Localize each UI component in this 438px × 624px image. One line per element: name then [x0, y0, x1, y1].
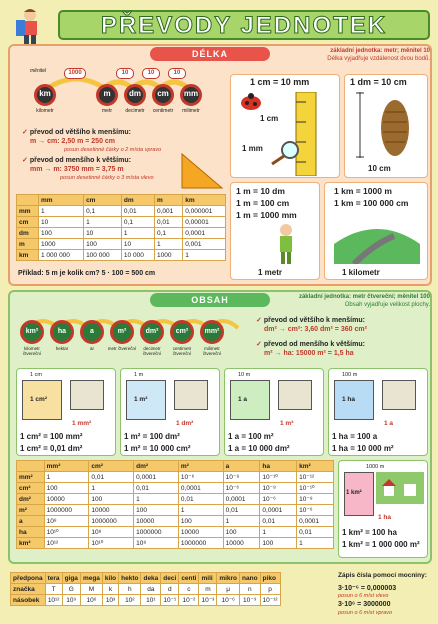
- table-header-cell: km: [183, 195, 226, 206]
- area-inner-label: 1 m²: [134, 396, 148, 403]
- table-cell: 1: [89, 483, 134, 494]
- power-hint-1: posun o 6 míst vlevo: [338, 593, 389, 599]
- prefix-cell: 10³: [102, 595, 118, 606]
- delka-table: [16, 194, 226, 261]
- table-header-cell: m: [154, 195, 182, 206]
- table-cell: 0,0001: [178, 483, 223, 494]
- table-cell: m: [17, 239, 39, 250]
- table-cell: 10⁻⁶: [178, 472, 223, 483]
- table-cell: 1: [178, 505, 223, 516]
- prefix-cell: k: [102, 584, 118, 595]
- table-row: [17, 228, 226, 239]
- table-cell: 1: [154, 239, 182, 250]
- area-fact-2: 1 a = 10 000 dm²: [228, 444, 290, 453]
- table-cell: 0,1: [154, 228, 182, 239]
- power-example-2: 3·10⁶ = 3000000: [338, 601, 391, 608]
- label-metr: 1 metr: [258, 268, 283, 277]
- page-title: [58, 10, 430, 40]
- table-cell: m²: [17, 505, 45, 516]
- prefix-cell: 10⁻⁹: [240, 595, 261, 606]
- table-cell: 0,01: [223, 505, 260, 516]
- prefix-cell: d: [161, 584, 179, 595]
- unit-5-name: decimetr čtvereční: [142, 346, 162, 356]
- table-cell: 10⁻⁸: [223, 472, 260, 483]
- fact-cm: 1 cm = 10 mm: [250, 77, 310, 87]
- table-cell: 1: [223, 516, 260, 527]
- table-cell: 1: [297, 538, 334, 549]
- area-small-label: 1 dm²: [176, 420, 194, 427]
- unit-mm: mm: [180, 84, 202, 106]
- prefix-cell: deka: [141, 573, 161, 584]
- prefix-cell: T: [45, 584, 62, 595]
- table-row: [17, 217, 226, 228]
- table-cell: 10⁻¹⁰: [260, 472, 297, 483]
- table-cell: 1: [183, 250, 226, 261]
- delka-header: DÉLKA: [150, 47, 270, 61]
- table-cell: 10¹²: [44, 538, 89, 549]
- prefix-cell: 10⁻¹²: [260, 595, 280, 606]
- prefix-cell: předpona: [11, 573, 46, 584]
- table-cell: 10⁻⁶: [260, 494, 297, 505]
- area-illustration: [278, 380, 312, 410]
- table-header-cell: a: [223, 461, 260, 472]
- table-row: [17, 538, 334, 549]
- table-cell: 1000000: [134, 527, 179, 538]
- prefix-cell: 10⁻⁶: [217, 595, 240, 606]
- prefix-cell: 10⁹: [62, 595, 80, 606]
- label-1cm: 1 cm: [260, 114, 279, 123]
- delka-rule1-example: m → cm: 2,50 m = 250 cm: [30, 138, 116, 145]
- table-cell: 0,0001: [260, 505, 297, 516]
- table-cell: 10000: [223, 538, 260, 549]
- fact-dm: 1 dm = 10 cm: [350, 77, 407, 87]
- unit-2-name: hektar: [55, 346, 69, 351]
- table-cell: 100: [178, 516, 223, 527]
- area-inner-label: 1 a: [238, 396, 248, 403]
- table-cell: 100: [223, 527, 260, 538]
- power-note-title: Zápis čísla pomocí mocniny:: [338, 572, 427, 579]
- table-cell: a: [17, 516, 45, 527]
- prefix-cell: n: [240, 584, 261, 595]
- table-cell: cm: [17, 217, 39, 228]
- obsah-rule1-example: dm² → cm²: 3,60 dm² = 360 cm²: [264, 326, 367, 333]
- table-cell: 10¹⁰: [89, 538, 134, 549]
- area-inner-label: 1 ha: [342, 396, 356, 403]
- table-cell: mm²: [17, 472, 45, 483]
- prefix-cell: mega: [80, 573, 102, 584]
- menitel-label: měnitel: [30, 68, 47, 74]
- table-row: [17, 527, 334, 538]
- prefix-cell: 10¹: [141, 595, 161, 606]
- table-header-cell: dm: [121, 195, 154, 206]
- label-10cm: 10 cm: [368, 164, 391, 173]
- prefix-cell: M: [80, 584, 102, 595]
- table-row: [17, 505, 334, 516]
- table-header-cell: mm: [39, 195, 84, 206]
- unit-2-circle: ha: [50, 320, 74, 344]
- label-1mm: 1 mm: [242, 144, 263, 153]
- prefix-cell: 10⁻¹: [161, 595, 179, 606]
- table-cell: 0,0001: [223, 494, 260, 505]
- delka-rule2-title: ✓ převod od menšího k většímu:: [22, 157, 131, 164]
- factor-10-b: 10: [142, 68, 160, 79]
- km2-fact2: 1 km² = 1 000 000 m²: [342, 540, 420, 549]
- prefix-cell: 10⁻²: [179, 595, 199, 606]
- area-side-label: 10 m: [238, 372, 251, 378]
- table-cell: 10¹⁰: [44, 527, 89, 538]
- area-side-label: 100 m: [342, 372, 358, 378]
- unit-km: km: [34, 84, 56, 106]
- table-cell: 10000: [134, 516, 179, 527]
- prefix-cell: 10⁻³: [199, 595, 217, 606]
- table-cell: 0,00001: [183, 217, 226, 228]
- table-cell: 10: [121, 239, 154, 250]
- area-illustration: [70, 380, 104, 410]
- power-hint-2: posun o 6 míst vpravo: [338, 610, 393, 616]
- prefix-cell: c: [179, 584, 199, 595]
- table-cell: 0,01: [154, 217, 182, 228]
- km2-inner: 1 km²: [346, 490, 362, 496]
- table-row: [17, 206, 226, 217]
- table-cell: 10000: [89, 505, 134, 516]
- table-cell: 1000: [154, 250, 182, 261]
- table-cell: 0,01: [89, 472, 134, 483]
- area-fact-2: 1 cm² = 0,01 dm²: [20, 444, 83, 453]
- area-fact-1: 1 cm² = 100 mm²: [20, 432, 83, 441]
- label-kilometr: 1 kilometr: [342, 268, 380, 277]
- delka-rule1-title: ✓ převod od většího k menšímu:: [22, 129, 131, 136]
- table-cell: 0,01: [178, 494, 223, 505]
- prefix-cell: centi: [179, 573, 199, 584]
- table-cell: 1: [121, 228, 154, 239]
- village-icon: [376, 472, 424, 504]
- table-cell: 1: [84, 217, 122, 228]
- table-row: [17, 516, 334, 527]
- table-cell: 0,1: [84, 206, 122, 217]
- km2-side: 1000 m: [366, 464, 385, 470]
- obsah-rule2-example: m² → ha: 15000 m² = 1,5 ha: [264, 350, 354, 357]
- obsah-note-2: Obsah vyjadřuje velikost plochy.: [344, 302, 430, 308]
- table-cell: 0,01: [134, 483, 179, 494]
- unit-m: m: [96, 84, 118, 106]
- prefix-cell: G: [62, 584, 80, 595]
- table-cell: 10⁸: [44, 516, 89, 527]
- table-header-cell: mm²: [44, 461, 89, 472]
- unit-mm-name: milimetr: [182, 108, 200, 114]
- area-square: [230, 380, 270, 420]
- pinecone-icon: [378, 92, 412, 158]
- table-cell: 10⁻¹²: [297, 472, 334, 483]
- area-side-label: 1 m: [134, 372, 144, 378]
- prefix-cell: h: [119, 584, 141, 595]
- unit-1-name: kilometr čtvereční: [22, 346, 42, 356]
- table-cell: 10⁻⁸: [260, 483, 297, 494]
- table-cell: 100: [260, 538, 297, 549]
- table-cell: 0,1: [121, 217, 154, 228]
- gnome-figure-icon: [274, 222, 298, 266]
- unit-m-name: metr: [102, 108, 112, 114]
- fact-km1: 1 km = 1000 m: [334, 186, 392, 196]
- obsah-header: OBSAH: [150, 293, 270, 307]
- unit-7-circle: mm²: [200, 320, 224, 344]
- table-cell: 10000: [178, 527, 223, 538]
- table-cell: 0,001: [183, 239, 226, 250]
- table-row: [17, 494, 334, 505]
- table-header-cell: m²: [178, 461, 223, 472]
- table-cell: mm: [17, 206, 39, 217]
- table-cell: 1: [260, 527, 297, 538]
- unit-7-name: milimetr čtvereční: [202, 346, 222, 356]
- table-cell: 100: [134, 505, 179, 516]
- triangle-ruler-icon: [180, 150, 224, 190]
- prefix-cell: násobek: [11, 595, 46, 606]
- unit-6-name: centimetr čtvereční: [172, 346, 192, 356]
- table-header-cell: cm: [84, 195, 122, 206]
- area-inner-label: 1 cm²: [30, 396, 47, 403]
- prefix-cell: nano: [240, 573, 261, 584]
- delka-rule2-hint: posun desetinné čárky o 3 místa vlevo: [60, 175, 154, 181]
- table-header-cell: ha: [260, 461, 297, 472]
- table-cell: 1000000: [44, 505, 89, 516]
- table-cell: 10: [39, 217, 84, 228]
- prefix-cell: tera: [45, 573, 62, 584]
- area-small-label: 1 a: [384, 420, 394, 427]
- prefix-cell: p: [260, 584, 280, 595]
- prefix-cell: hekto: [119, 573, 141, 584]
- prefix-row-zn: [11, 584, 281, 595]
- table-row: [17, 239, 226, 250]
- prefix-cell: m: [199, 584, 217, 595]
- prefix-row-nas: [11, 595, 281, 606]
- area-fact-1: 1 m² = 100 dm²: [124, 432, 180, 441]
- table-cell: 1000000: [178, 538, 223, 549]
- area-fact-2: 1 m² = 10 000 cm²: [124, 444, 191, 453]
- unit-4-name: metr čtvereční: [107, 346, 137, 351]
- power-example-1: 3·10⁻⁶ = 0,000003: [338, 585, 397, 592]
- unit-6-circle: cm²: [170, 320, 194, 344]
- prefix-table: [10, 572, 281, 606]
- table-header-cell: km²: [297, 461, 334, 472]
- table-cell: dm²: [17, 494, 45, 505]
- unit-3-name: ar: [89, 346, 94, 351]
- table-cell: 0,000001: [183, 206, 226, 217]
- table-header-cell: dm²: [134, 461, 179, 472]
- prefix-cell: giga: [62, 573, 80, 584]
- table-cell: 0,001: [154, 206, 182, 217]
- unit-dm-name: decimetr: [125, 108, 145, 114]
- table-cell: 1: [134, 494, 179, 505]
- obsah-rule1-title: ✓ převod od většího k menšímu:: [256, 317, 365, 324]
- area-illustration: [174, 380, 208, 410]
- table-cell: dm: [17, 228, 39, 239]
- unit-cm: cm: [152, 84, 174, 106]
- km2-fact1: 1 km² = 100 ha: [342, 528, 397, 537]
- table-cell: 1000: [39, 239, 84, 250]
- prefix-cell: mikro: [217, 573, 240, 584]
- area-fact-1: 1 a = 100 m²: [228, 432, 274, 441]
- table-cell: 0,0001: [297, 516, 334, 527]
- unit-3-circle: a: [80, 320, 104, 344]
- unit-5-circle: dm²: [140, 320, 164, 344]
- table-cell: km²: [17, 538, 45, 549]
- unit-km-name: kilometr: [36, 108, 54, 114]
- table-cell: cm²: [17, 483, 45, 494]
- obsah-rule2-title: ✓ převod od menšího k většímu:: [256, 341, 365, 348]
- prefix-cell: 10⁶: [80, 595, 102, 606]
- table-cell: 10000: [44, 494, 89, 505]
- prefix-cell: 10²: [119, 595, 141, 606]
- table-cell: 10⁻⁶: [297, 505, 334, 516]
- table-cell: 10⁻⁶: [223, 483, 260, 494]
- area-small-label: 1 mm²: [72, 420, 92, 427]
- table-header-cell: [17, 461, 45, 472]
- prefix-cell: 10¹²: [45, 595, 62, 606]
- unit-cm-name: centimetr: [152, 108, 174, 114]
- table-cell: 1: [39, 206, 84, 217]
- dm-ruler-line: [356, 92, 364, 158]
- table-cell: 10⁸: [134, 538, 179, 549]
- area-illustration: [382, 380, 416, 410]
- road-landscape-icon: [334, 214, 420, 264]
- table-cell: 10 000: [121, 250, 154, 261]
- delka-note-1: základní jednotka: metr; měnitel 10: [330, 48, 430, 54]
- prefix-cell: da: [141, 584, 161, 595]
- table-cell: 10⁻⁸: [297, 494, 334, 505]
- table-cell: 100: [84, 239, 122, 250]
- table-cell: 100 000: [84, 250, 122, 261]
- prefix-cell: deci: [161, 573, 179, 584]
- area-fact-2: 1 ha = 10 000 m²: [332, 444, 394, 453]
- unit-1-circle: km²: [20, 320, 44, 344]
- obsah-table: [16, 460, 334, 549]
- table-cell: 10⁻¹⁰: [297, 483, 334, 494]
- ladybug-icon: [238, 92, 264, 112]
- area-small-label: 1 m²: [280, 420, 294, 427]
- table-cell: 1000000: [89, 516, 134, 527]
- prefix-cell: značka: [11, 584, 46, 595]
- table-cell: 100: [89, 494, 134, 505]
- delka-rule1-hint: posun desetinné čárky o 2 místa vpravo: [64, 147, 162, 153]
- table-header-cell: [17, 195, 39, 206]
- area-fact-1: 1 ha = 100 a: [332, 432, 378, 441]
- magnifier-icon: [270, 140, 302, 166]
- table-cell: 1 000 000: [39, 250, 84, 261]
- prefix-cell: μ: [217, 584, 240, 595]
- delka-example: Příklad: 5 m je kolik cm? 5 · 100 = 500 cm: [18, 270, 156, 277]
- prefix-cell: piko: [260, 573, 280, 584]
- table-cell: 0,0001: [183, 228, 226, 239]
- delka-rule2-example: mm → m: 3750 mm = 3,75 m: [30, 166, 124, 173]
- prefix-cell: mili: [199, 573, 217, 584]
- area-side-label: 1 cm: [30, 372, 42, 378]
- fact-m1: 1 m = 10 dm: [236, 186, 285, 196]
- factor-10-c: 10: [168, 68, 186, 79]
- prefix-cell: kilo: [102, 573, 118, 584]
- prefix-row-head: [11, 573, 281, 584]
- table-cell: 0,0001: [134, 472, 179, 483]
- table-cell: 10⁸: [89, 527, 134, 538]
- table-row: [17, 483, 334, 494]
- table-cell: 0,01: [260, 516, 297, 527]
- table-cell: 0,01: [121, 206, 154, 217]
- obsah-note-1: základní jednotka: metr čtvereční; měnitel 100: [298, 294, 430, 300]
- table-cell: km: [17, 250, 39, 261]
- title-text: PŘEVODY JEDNOTEK: [100, 12, 388, 39]
- table-cell: 1: [44, 472, 89, 483]
- factor-10-a: 10: [116, 68, 134, 79]
- table-cell: 100: [44, 483, 89, 494]
- table-cell: 0,01: [297, 527, 334, 538]
- fact-m3: 1 m = 1000 mm: [236, 210, 297, 220]
- unit-4-circle: m²: [110, 320, 134, 344]
- unit-dm: dm: [124, 84, 146, 106]
- table-cell: 100: [39, 228, 84, 239]
- table-header-cell: cm²: [89, 461, 134, 472]
- fact-m2: 1 m = 100 cm: [236, 198, 290, 208]
- table-cell: ha: [17, 527, 45, 538]
- table-cell: 10: [84, 228, 122, 239]
- table-row: [17, 250, 226, 261]
- table-row: [17, 472, 334, 483]
- delka-note-2: Délka vyjadřuje vzdálenost dvou bodů.: [327, 56, 430, 62]
- factor-1000: 1000: [64, 68, 86, 79]
- fact-km2: 1 km = 100 000 cm: [334, 198, 409, 208]
- km2-small: 1 ha: [378, 514, 392, 521]
